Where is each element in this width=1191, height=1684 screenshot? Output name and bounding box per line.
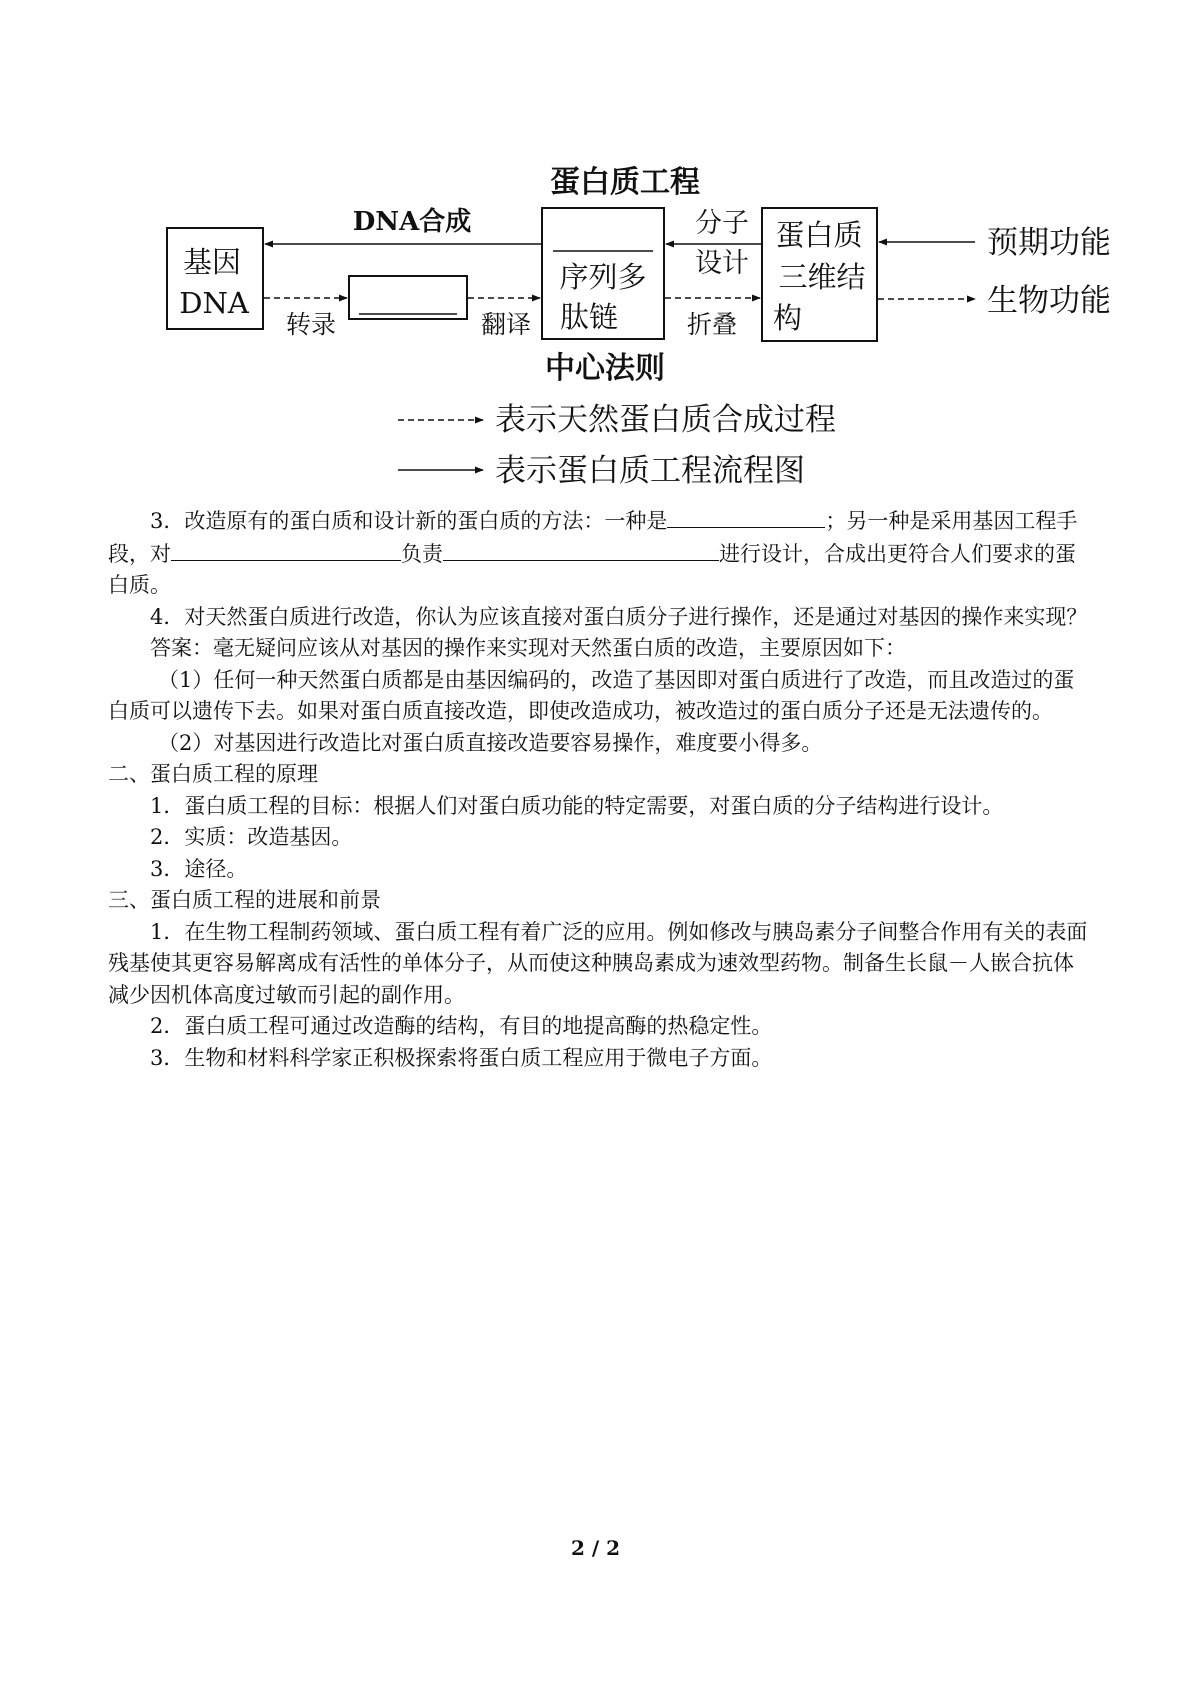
paragraph-principle-3: 3．途径。 <box>150 856 248 881</box>
protein-engineering-diagram <box>0 0 1191 500</box>
paragraph-answer: 答案：毫无疑问应该从对基因的操作来实现对天然蛋白质的改造，主要原因如下： <box>150 636 906 660</box>
label-folding: 折叠 <box>686 310 738 339</box>
method-text-b: ；另一种是采用基因工程手段，对 <box>108 509 1078 566</box>
mrna-blank-box <box>349 276 467 319</box>
legend-solid-label: 表示蛋白质工程流程图 <box>495 453 805 489</box>
answer-blank-2 <box>171 538 401 561</box>
label-translation: 翻译 <box>480 310 532 339</box>
paragraph-method <box>108 505 1088 602</box>
section-heading-principle: 二、蛋白质工程的原理 <box>108 762 318 786</box>
polypeptide-label-line2: 肽链 <box>559 300 619 334</box>
answer-blank-3 <box>443 538 719 561</box>
paragraph-principle-1: 1．蛋白质工程的目标：根据人们对蛋白质功能的特定需要，对蛋白质的分子结构进行设计。 <box>150 793 1004 818</box>
paragraph-question-4: 4．对天然蛋白质进行改造，你认为应该直接对蛋白质分子进行操作，还是通过对基因的操作来实现？ <box>150 604 1088 629</box>
label-molecular-design-line1: 分子 <box>695 208 749 239</box>
structure-label-line2: 三维结 <box>778 260 866 294</box>
paragraph-reason-2: （2）对基因进行改造比对蛋白质直接改造要容易操作，难度要小得多。 <box>158 730 823 755</box>
label-biological-function: 生物功能 <box>987 283 1111 319</box>
page-number: 2 / 2 <box>570 1536 621 1560</box>
answer-blank-1 <box>667 505 825 528</box>
document-body <box>108 505 1088 1074</box>
structure-label-line1: 蛋白质 <box>775 218 863 252</box>
paragraph-prospects-3: 3．生物和材料科学家正积极探索将蛋白质工程应用于微电子方面。 <box>150 1045 773 1070</box>
label-dna-synthesis: DNA合成 <box>352 207 472 237</box>
method-text-a: 3．改造原有的蛋白质和设计新的蛋白质的方法：一种是 <box>150 509 668 533</box>
paragraph-principle-2: 2．实质：改造基因。 <box>150 825 353 849</box>
paragraph-prospects-1: 1．在生物工程制药领域、蛋白质工程有着广泛的应用。例如修改与胰岛素分子间整合作用有关的表面残基使其更容易解离成有活性的单体分子，从而使这种胰岛素成为速效型药物。制备生长鼠－人嵌合抗体减少因机体高度过敏而引起的副作用。 <box>108 919 1088 1007</box>
gene-label-line2: DNA <box>179 286 249 320</box>
label-molecular-design-line2: 设计 <box>695 248 749 279</box>
label-expected-function: 预期功能 <box>987 225 1111 261</box>
method-text-d: 进行设计，合成出更符合人们要求的蛋白质。 <box>108 541 1076 597</box>
method-text-c: 负责 <box>401 541 443 566</box>
label-transcription: 转录 <box>285 310 337 339</box>
gene-label-line1: 基因 <box>182 245 242 279</box>
structure-label-line3: 构 <box>773 301 803 335</box>
diagram-title-bottom: 中心法则 <box>545 351 665 386</box>
diagram-title-top: 蛋白质工程 <box>550 165 700 200</box>
paragraph-reason-1: （1）任何一种天然蛋白质都是由基因编码的，改造了基因即对蛋白质进行了改造，而且改造过的蛋白质可以遗传下去。如果对蛋白质直接改造，即使改造成功，被改造过的蛋白质分子还是无法遗传的。 <box>108 667 1075 723</box>
paragraph-prospects-2: 2．蛋白质工程可通过改造酶的结构，有目的地提高酶的热稳定性。 <box>150 1014 773 1038</box>
polypeptide-label-line1: 序列多 <box>559 260 647 294</box>
section-heading-prospects: 三、蛋白质工程的进展和前景 <box>108 888 381 912</box>
legend-dashed-label: 表示天然蛋白质合成过程 <box>495 402 836 438</box>
